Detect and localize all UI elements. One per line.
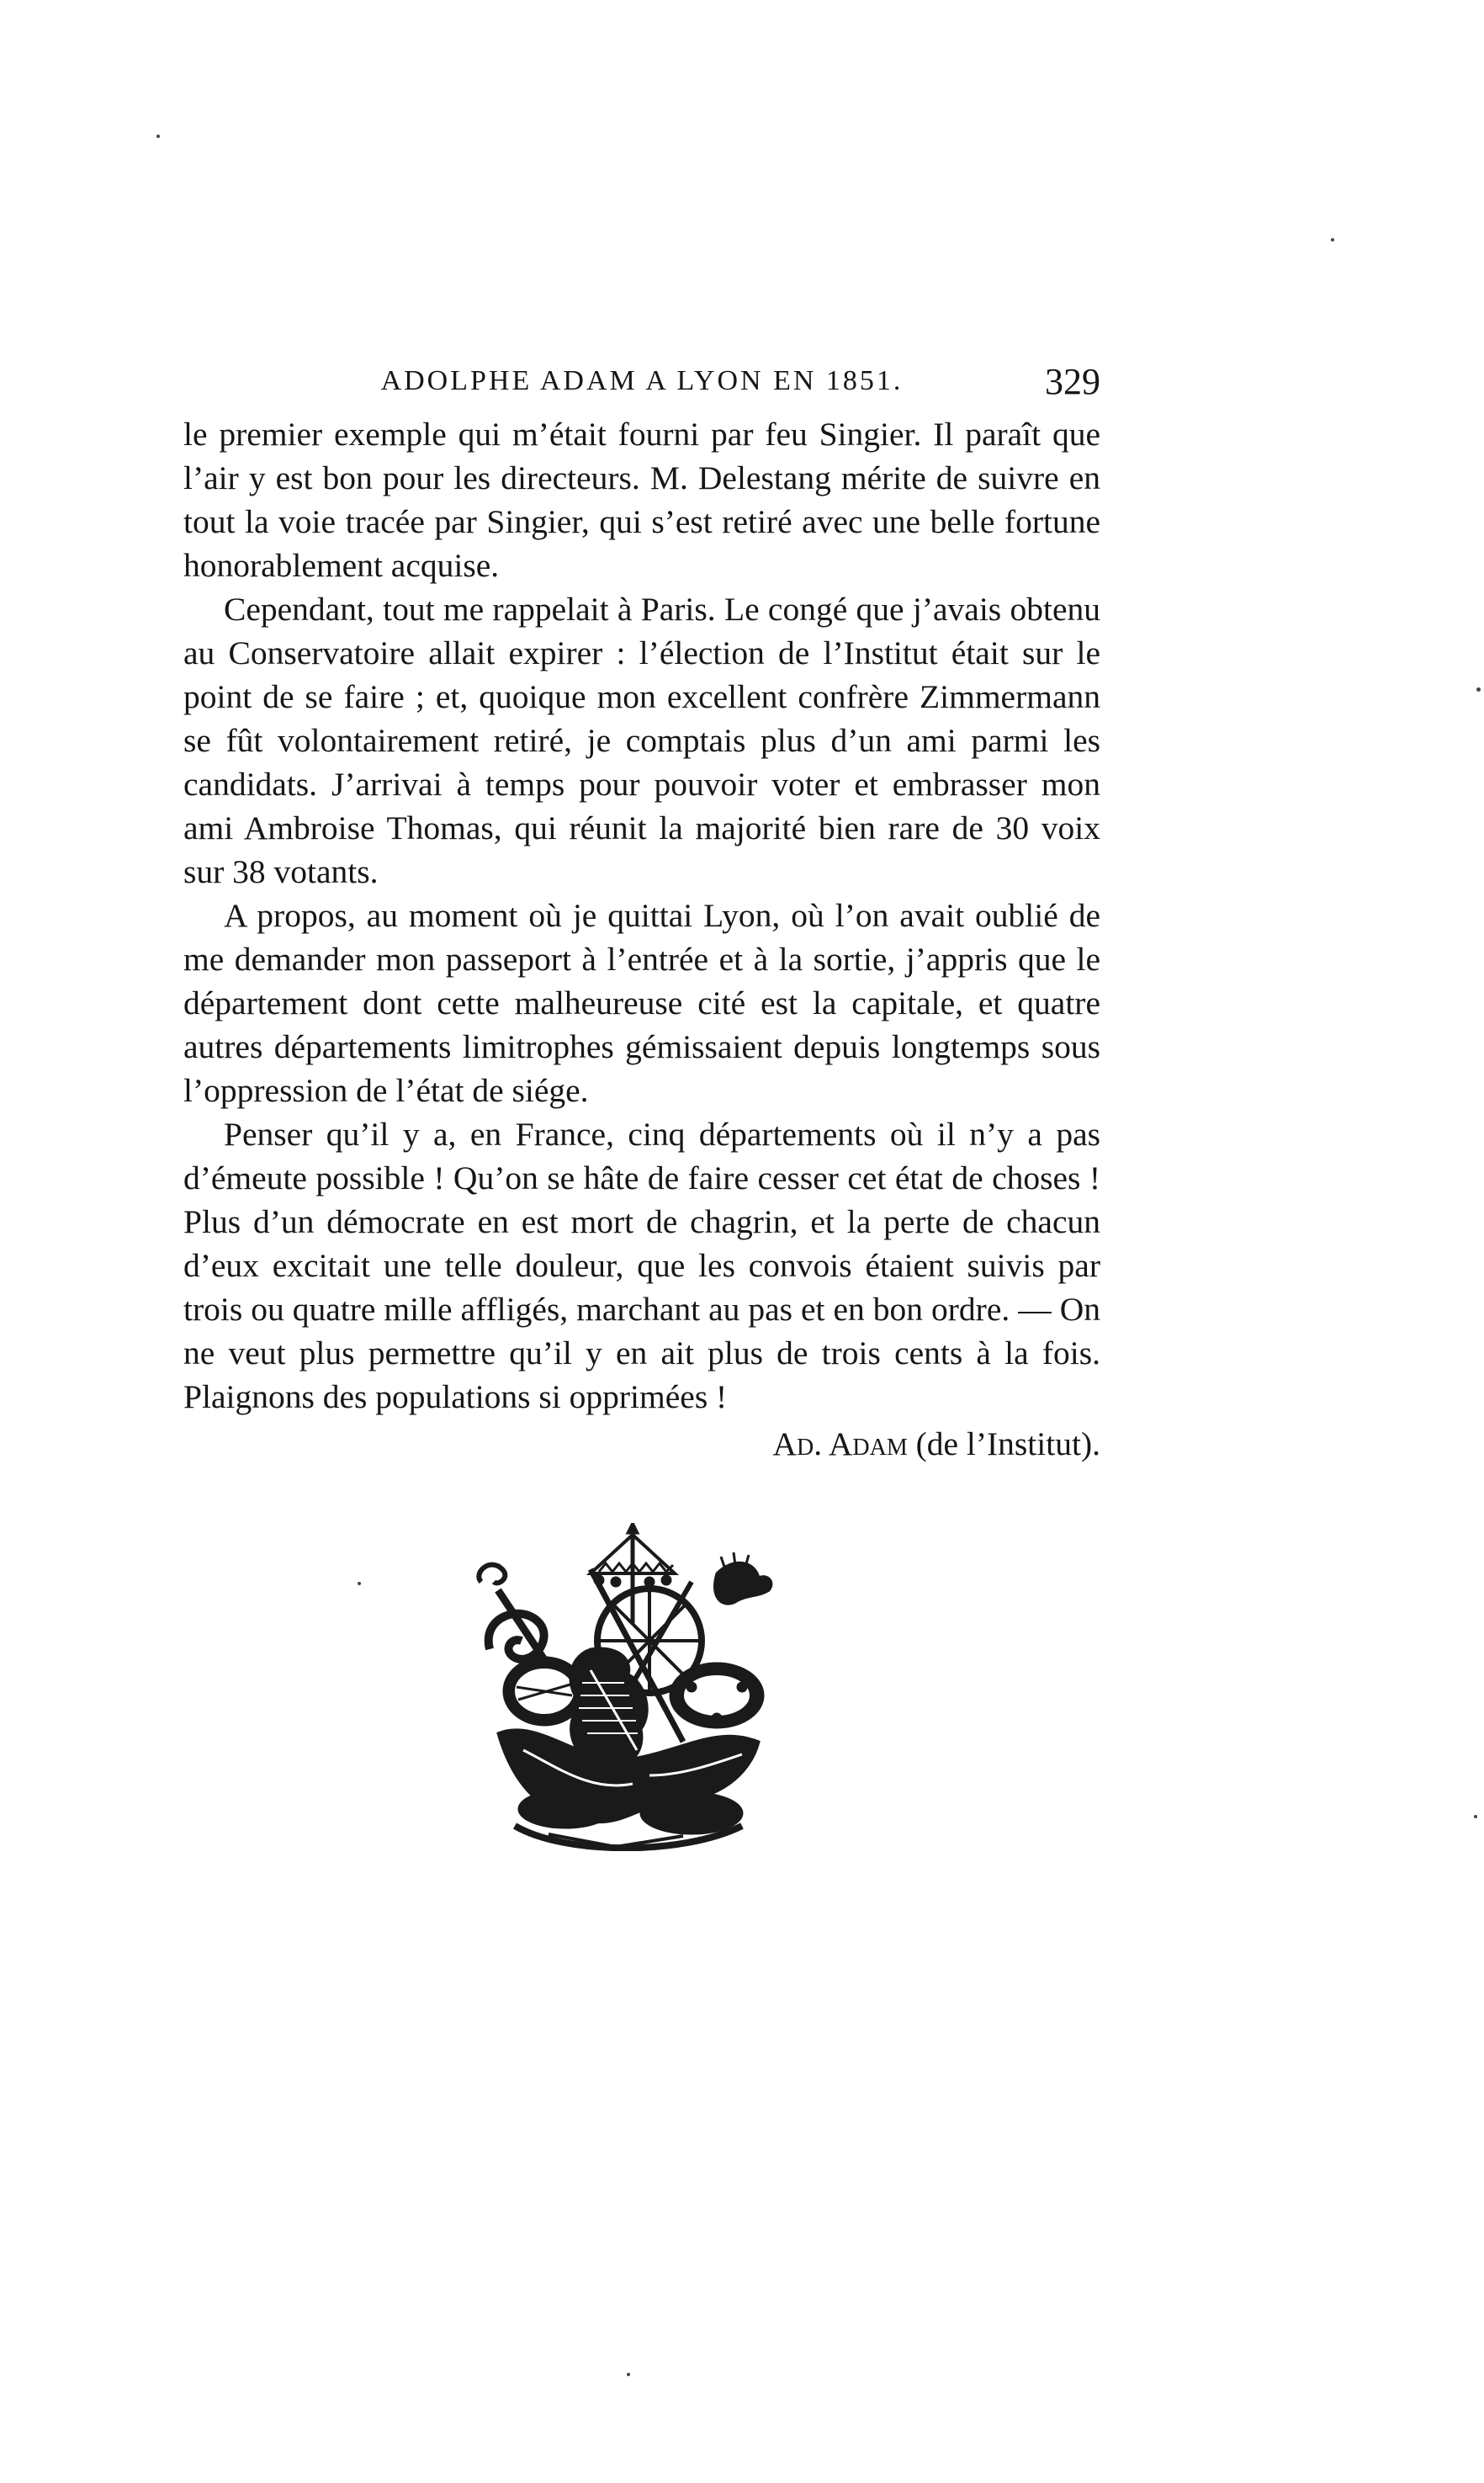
paragraph-4: Penser qu’il y a, en France, cinq départements où il n’y a pas d’émeute possible ! Qu’on se hâte de faire cesser cet état de choses ! Plus d’un démocrate en est mort de chagrin, et la perte de chacun d’eux excitait une telle douleur, que les convois étaient suivis par trois ou quatre mille affligés, marchant au pas et en bon ordre. — On ne veut plus permettre qu’il y en ait plus de trois cents à la fois. Plaignons des populations si opprimées !	[183, 1116, 1100, 1415]
scan-speck	[1331, 238, 1334, 241]
page-header	[183, 360, 1100, 407]
paragraph-2: Cependant, tout me rappelait à Paris. Le congé que j’avais obtenu au Conservatoire allait expirer : l’élection de l’Institut était sur le point de se faire ; et, quoique mon excellent confrère Zimmermann se fût volontairement retiré, je comptais plus d’un ami parmi les candidats. J’arrivai à temps pour pouvoir voter et embrasser mon ami Ambroise Thomas, qui réunit la majorité bien rare de 30 voix sur 38 votants.	[183, 591, 1100, 890]
musical-instruments-trophy-icon	[464, 1523, 786, 1851]
scan-speck	[627, 2373, 630, 2376]
scan-speck	[358, 1582, 361, 1585]
page-number: 329	[1045, 361, 1100, 402]
signature-name: Ad. Adam	[772, 1425, 908, 1462]
scan-speck	[1476, 687, 1481, 692]
paragraph-1: le premier exemple qui m’était fourni par feu Singier. Il paraît que l’air y est bon pour les directeurs. M. Delestang mérite de suivre en tout la voie tracée par Singier, qui s’est retiré avec une belle fortune honorablement acquise.	[183, 416, 1100, 584]
scan-speck	[1474, 1815, 1477, 1818]
signature-affiliation: (de l’Institut).	[915, 1425, 1100, 1462]
body-text	[183, 412, 1100, 1419]
paragraph-3: A propos, au moment où je quittai Lyon, où l’on avait oublié de me demander mon passeport à l’entrée et à la sortie, j’appris que le département dont cette malheureuse cité est la capitale, et quatre autres départements limitrophes gémissaient depuis longtemps sous l’oppression de l’état de siége.	[183, 897, 1100, 1109]
scan-speck	[156, 135, 160, 138]
running-title: ADOLPHE ADAM A LYON EN 1851.	[380, 365, 904, 396]
signature	[183, 1422, 1100, 1466]
